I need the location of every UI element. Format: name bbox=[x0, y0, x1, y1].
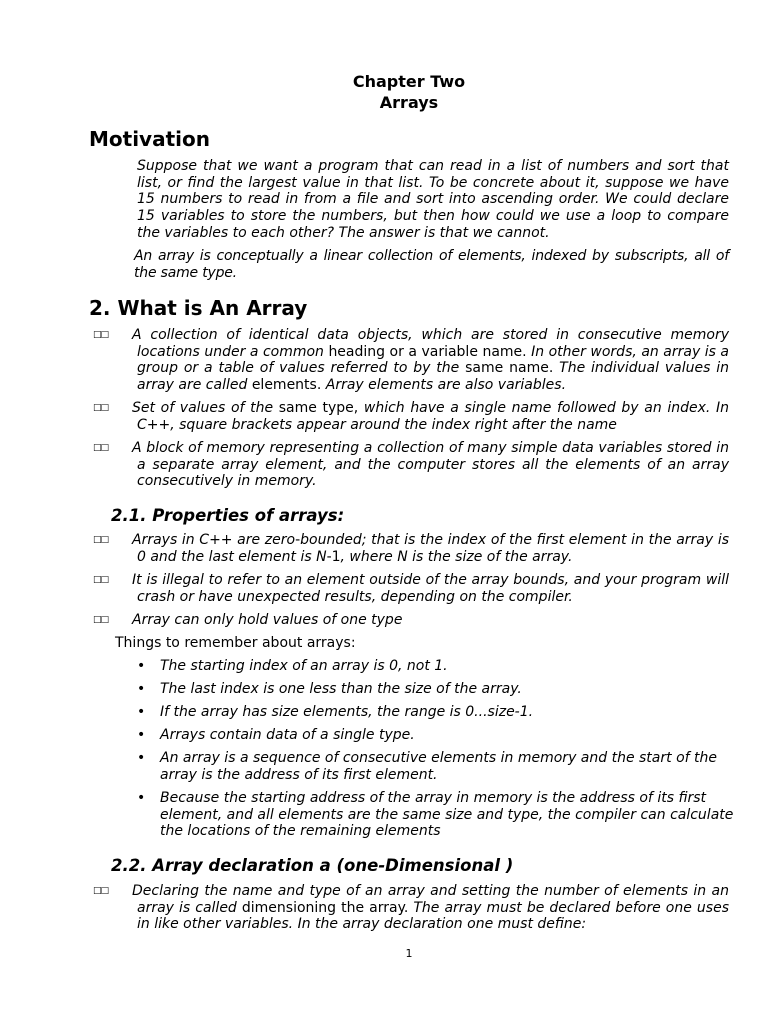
array-definition-2: □□ Set of values of the same type, which have a single name followed by an index. In C++, square brackets appear around the index right after the name bbox=[93, 400, 729, 433]
chapter-subject: Arrays bbox=[379, 93, 439, 112]
bullet-icon: • bbox=[137, 727, 146, 743]
bullet-marker: □□ bbox=[93, 535, 109, 545]
list-item: • If the array has size elements, the range is 0...size-1. bbox=[137, 704, 534, 720]
declaration-paragraph: □□ Declaring the name and type of an array and setting the number of elements in an array is called dimensioning the array. The array must be declared before one uses in like other variables. In the array declaration one must define: bbox=[93, 883, 729, 933]
page-number: 1 bbox=[405, 947, 413, 960]
array-definition-1: □□ A collection of identical data objects, which are stored in consecutive memory locations under a common heading or a variable name. In other words, an array is a group or a table of values referred to by the same name. The individual values in array are called elements. Array elements are also variables. bbox=[93, 327, 730, 394]
chapter-number: Chapter Two bbox=[352, 72, 466, 91]
motivation-heading: Motivation bbox=[89, 127, 210, 151]
bullet-icon: • bbox=[137, 658, 146, 674]
bullet-marker: □□ bbox=[93, 615, 109, 625]
bullet-icon: • bbox=[137, 704, 146, 720]
list-item: • Because the starting address of the array in memory is the address of its first element, and all elements are the same size and type, the compiler can calculate the locations of the remaining elements bbox=[137, 790, 734, 840]
list-item: • An array is a sequence of consecutive elements in memory and the start of the array is the address of its first element. bbox=[137, 750, 717, 783]
chapter-title bbox=[0, 71, 768, 113]
array-definition-3: □□ A block of memory representing a collection of many simple data variables stored in a separate array element, and the computer stores all the elements of an array consecutively in memory. bbox=[93, 440, 729, 490]
motivation-paragraph: Suppose that we want a program that can read in a list of numbers and sort that list, or find the largest value in that list. To be concrete about it, suppose we have 15 numbers to read in from a file and sort into ascending order. We could declare 15 variables to store the numbers, but then how could we use a loop to compare the variables to each other? The answer is that we cannot. bbox=[137, 158, 729, 241]
list-item: • Arrays contain data of a single type. bbox=[137, 727, 415, 743]
bullet-marker: □□ bbox=[93, 330, 109, 340]
things-to-remember: Things to remember about arrays: bbox=[115, 635, 356, 651]
bullet-icon: • bbox=[137, 790, 146, 806]
properties-heading: 2.1. Properties of arrays: bbox=[111, 506, 345, 525]
bullet-icon: • bbox=[137, 750, 146, 766]
bullet-marker: □□ bbox=[93, 443, 109, 453]
property-3: □□ Array can only hold values of one type bbox=[93, 612, 403, 628]
bullet-marker: □□ bbox=[93, 403, 109, 413]
property-1: □□ Arrays in C++ are zero-bounded; that is the index of the first element in the array is 0 and the last element is N-1, where N is the size of the array. bbox=[93, 532, 729, 565]
list-item: • The starting index of an array is 0, not 1. bbox=[137, 658, 448, 674]
bullet-icon: • bbox=[137, 681, 146, 697]
array-declaration-heading: 2.2. Array declaration a (one-Dimensional ) bbox=[111, 856, 514, 875]
bullet-marker: □□ bbox=[93, 886, 109, 896]
what-is-array-heading: 2. What is An Array bbox=[89, 296, 308, 320]
bullet-marker: □□ bbox=[93, 575, 109, 585]
property-2: □□ It is illegal to refer to an element outside of the array bounds, and your program will crash or have unexpected results, depending on the compiler. bbox=[93, 572, 729, 605]
list-item: • The last index is one less than the size of the array. bbox=[137, 681, 522, 697]
array-concept-paragraph: An array is conceptually a linear collection of elements, indexed by subscripts, all of the same type. bbox=[134, 248, 729, 281]
